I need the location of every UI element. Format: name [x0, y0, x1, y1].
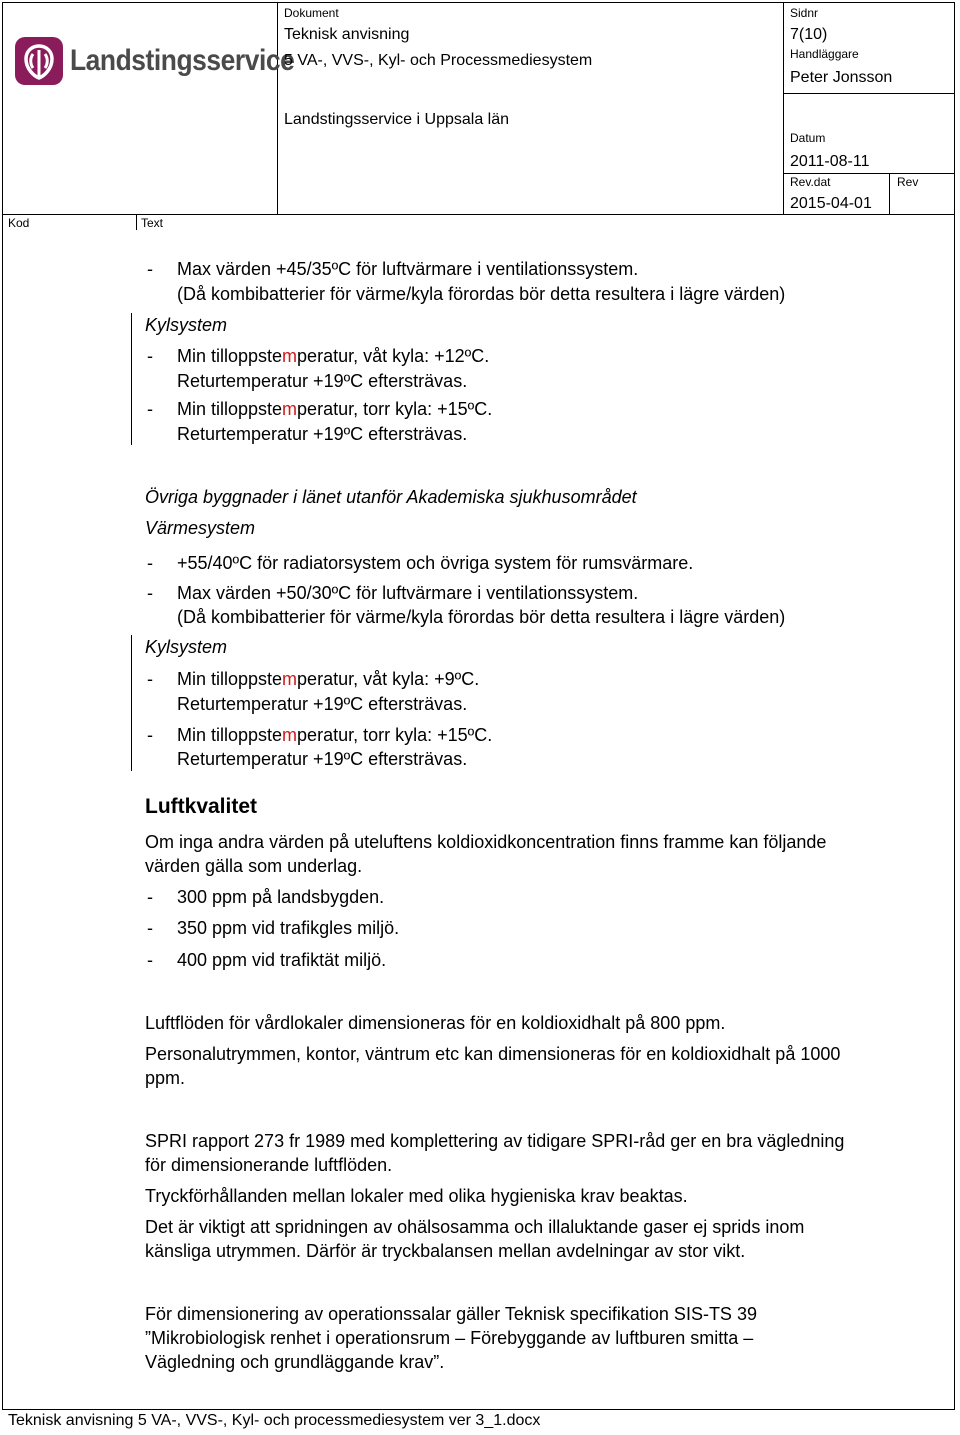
logo-icon	[14, 36, 64, 86]
section-heading: Kylsystem	[145, 315, 228, 335]
organisation: Landstingsservice i Uppsala län	[284, 111, 510, 128]
list-item-continuation: (Då kombibatterier för värme/kyla förordas bör detta resultera i lägre värden)	[177, 284, 786, 304]
list-item: Min tilloppstemperatur, våt kyla: +9ºC.	[177, 669, 480, 689]
sidnr-label: Sidnr	[790, 6, 819, 20]
list-item: +55/40ºC för radiatorsystem och övriga system för rumsvärmare.	[177, 553, 694, 573]
paragraph-line: Personalutrymmen, kontor, väntrum etc kan dimensioneras för en koldioxidhalt på 1000	[145, 1044, 841, 1064]
paragraph-line: Vägledning och grundläggande krav”.	[145, 1352, 445, 1372]
list-item: 300 ppm på landsbygden.	[177, 887, 385, 907]
paragraph-line: känsliga utrymmen. Därför är tryckbalansen mellan avdelningar av stor vikt.	[145, 1241, 746, 1261]
header-divider	[783, 93, 955, 94]
paragraph-line: ppm.	[145, 1068, 186, 1088]
paragraph-line: Luftflöden för vårdlokaler dimensioneras för en koldioxidhalt på 800 ppm.	[145, 1013, 726, 1033]
header-divider	[783, 2, 784, 214]
datum-label: Datum	[790, 131, 826, 145]
list-item: 350 ppm vid trafikgles miljö.	[177, 918, 400, 938]
list-item-continuation: Returtemperatur +19ºC eftersträvas.	[177, 424, 468, 444]
list-dash: -	[147, 725, 153, 745]
list-dash: -	[147, 583, 153, 603]
text-label: Text	[141, 216, 164, 230]
header-divider	[783, 173, 955, 174]
handlaggare-value: Peter Jonsson	[790, 69, 893, 86]
document-header	[0, 0, 960, 235]
document-title: Teknisk anvisning	[284, 26, 410, 43]
list-item: Min tilloppstemperatur, torr kyla: +15ºC.	[177, 725, 493, 745]
document-footer: Teknisk anvisning 5 VA-, VVS-, Kyl- och processmediesystem ver 3_1.docx	[8, 1412, 541, 1429]
list-dash: -	[147, 918, 153, 938]
revision-bar	[131, 635, 132, 771]
revision-bar	[131, 313, 132, 445]
list-item-continuation: Returtemperatur +19ºC eftersträvas.	[177, 371, 468, 391]
list-item-continuation: Returtemperatur +19ºC eftersträvas.	[177, 694, 468, 714]
paragraph-line: för dimensionerande luftflöden.	[145, 1155, 393, 1175]
document-subtitle: 5 VA-, VVS-, Kyl- och Processmediesystem	[284, 52, 593, 69]
revdat-value: 2015-04-01	[790, 195, 872, 212]
list-item: Min tilloppstemperatur, våt kyla: +12ºC.	[177, 346, 490, 366]
list-dash: -	[147, 669, 153, 689]
list-dash: -	[147, 950, 153, 970]
list-item: Max värden +50/30ºC för luftvärmare i ventilationssystem.	[177, 583, 639, 603]
handlaggare-label: Handläggare	[790, 47, 859, 61]
revdat-label: Rev.dat	[790, 175, 831, 189]
dokument-label: Dokument	[284, 6, 339, 20]
landstingsservice-logo	[14, 36, 325, 86]
datum-value: 2011-08-11	[790, 153, 870, 170]
header-divider	[136, 214, 137, 230]
section-heading-bold: Luftkvalitet	[145, 795, 258, 818]
header-divider	[277, 2, 278, 214]
kod-label: Kod	[8, 216, 30, 230]
list-dash: -	[147, 887, 153, 907]
paragraph-line: SPRI rapport 273 fr 1989 med komplettering av tidigare SPRI-råd ger en bra vägledning	[145, 1131, 845, 1151]
paragraph-line: ”Mikrobiologisk renhet i operationsrum – Förebyggande av luftburen smitta –	[145, 1328, 754, 1348]
list-item-continuation: Returtemperatur +19ºC eftersträvas.	[177, 749, 468, 769]
header-divider	[889, 173, 890, 214]
list-dash: -	[147, 259, 153, 279]
sidnr-value: 7(10)	[790, 26, 828, 43]
paragraph-line: Om inga andra värden på uteluftens koldioxidkoncentration finns framme kan följande	[145, 832, 827, 852]
rev-label: Rev	[897, 175, 919, 189]
header-divider	[2, 214, 955, 215]
list-dash: -	[147, 399, 153, 419]
logo-text: Landstingsservice	[70, 44, 295, 77]
list-item: Max värden +45/35ºC för luftvärmare i ventilationssystem.	[177, 259, 639, 279]
section-heading: Kylsystem	[145, 637, 228, 657]
list-dash: -	[147, 346, 153, 366]
paragraph-line: För dimensionering av operationssalar gäller Teknisk specifikation SIS-TS 39	[145, 1304, 757, 1324]
list-dash: -	[147, 553, 153, 573]
section-heading: Värmesystem	[145, 518, 256, 538]
list-item-continuation: (Då kombibatterier för värme/kyla förordas bör detta resultera i lägre värden)	[177, 607, 786, 627]
section-heading: Övriga byggnader i länet utanför Akademiska sjukhusområdet	[145, 487, 637, 507]
paragraph-line: Tryckförhållanden mellan lokaler med olika hygieniska krav beaktas.	[145, 1186, 688, 1206]
list-item: 400 ppm vid trafiktät miljö.	[177, 950, 387, 970]
list-item: Min tilloppstemperatur, torr kyla: +15ºC.	[177, 399, 493, 419]
paragraph-line: Det är viktigt att spridningen av ohälsosamma och illaluktande gaser ej sprids inom	[145, 1217, 805, 1237]
paragraph-line: värden gälla som underlag.	[145, 856, 363, 876]
